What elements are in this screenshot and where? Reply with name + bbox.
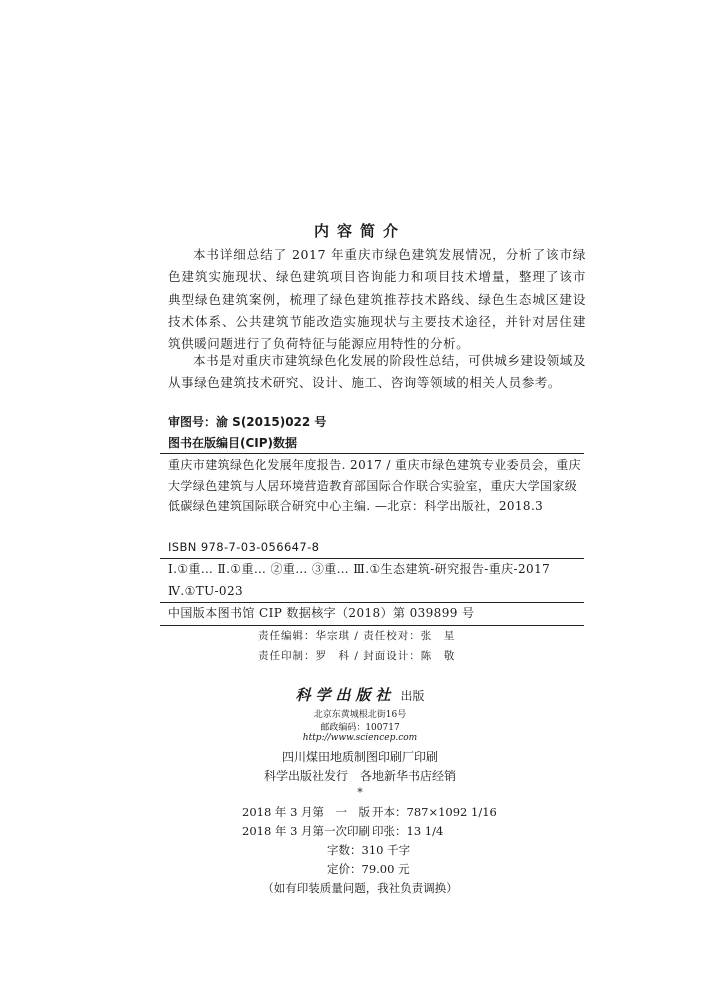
cip-description: 重庆市建筑绿色化发展年度报告. 2017 / 重庆市绿色建筑专业委员会，重庆大学绿色建筑与人居环境营造教育部国际合作联合实验室，重庆大学国家级低碳绿色建筑国际联合研究中心主编. —北京：科学出版社，2018.3 <box>168 458 582 513</box>
sheets: 印张：13 1/4 <box>372 824 444 838</box>
distribution: 科学出版社发行 各地新华书店经销 <box>263 769 456 783</box>
summary-paragraph-2: 本书是对重庆市建筑绿色化发展的阶段性总结，可供城乡建设领域及从事绿色建筑技术研究、设计、施工、咨询等领域的相关人员参考。 <box>168 353 587 391</box>
publisher-logo-name: 科学出版社 <box>295 686 396 704</box>
credits-line-1: 责任编辑：华宗琪 / 责任校对：张 星 <box>258 630 456 642</box>
credits-rule <box>160 625 584 626</box>
review-number: 审图号：渝 S(2015)022 号 <box>168 415 327 429</box>
publisher-address: 北京东黄城根北街16号 <box>313 710 407 720</box>
publisher-suffix: 出版 <box>400 689 425 703</box>
print-date: 2018 年 3 月第一次印刷 <box>242 824 371 838</box>
publisher-postcode: 邮政编码：100717 <box>320 723 400 733</box>
word-count: 字数：310 千字 <box>327 843 411 857</box>
cip-number: 中国版本图书馆 CIP 数据核字（2018）第 039899 号 <box>168 606 475 620</box>
publisher-block <box>0 684 720 705</box>
publisher-website: http://www.sciencep.com <box>302 733 418 743</box>
format: 开本：787×1092 1/16 <box>372 805 497 819</box>
cip-heading: 图书在版编目(CIP)数据 <box>168 436 298 450</box>
quality-notice: （如有印装质量问题，我社负责调换） <box>262 881 458 895</box>
separator-star: * <box>357 786 363 799</box>
edition-date: 2018 年 3 月第 一 版 <box>242 805 371 819</box>
summary-paragraph-1: 本书详细总结了 2017 年重庆市绿色建筑发展情况，分析了该市绿色建筑实施现状、绿色建筑项目咨询能力和项目技术增量，整理了该市典型绿色建筑案例，梳理了绿色建筑推荐技术路线、绿色生态城区建设技术体系、公共建筑节能改造实施现状与主要技术途径，并针对居住建筑供暖问题进行了负荷特征与能源应用特性的分析。 <box>168 247 586 352</box>
printer: 四川煤田地质制图印刷厂印刷 <box>281 750 438 764</box>
cip-classification: Ⅰ.①重… Ⅱ.①重… ②重… ③重… Ⅲ.①生态建筑-研究报告-重庆-2017 Ⅳ.①TU-023 <box>168 562 551 598</box>
cip-top-rule <box>160 453 584 454</box>
credits-line-2: 责任印制：罗 科 / 封面设计：陈 敬 <box>258 650 456 662</box>
summary-title: 内容简介 <box>313 222 406 240</box>
price: 定价：79.00 元 <box>327 862 410 876</box>
cip-isbn: ISBN 978-7-03-056647-8 <box>168 540 320 554</box>
